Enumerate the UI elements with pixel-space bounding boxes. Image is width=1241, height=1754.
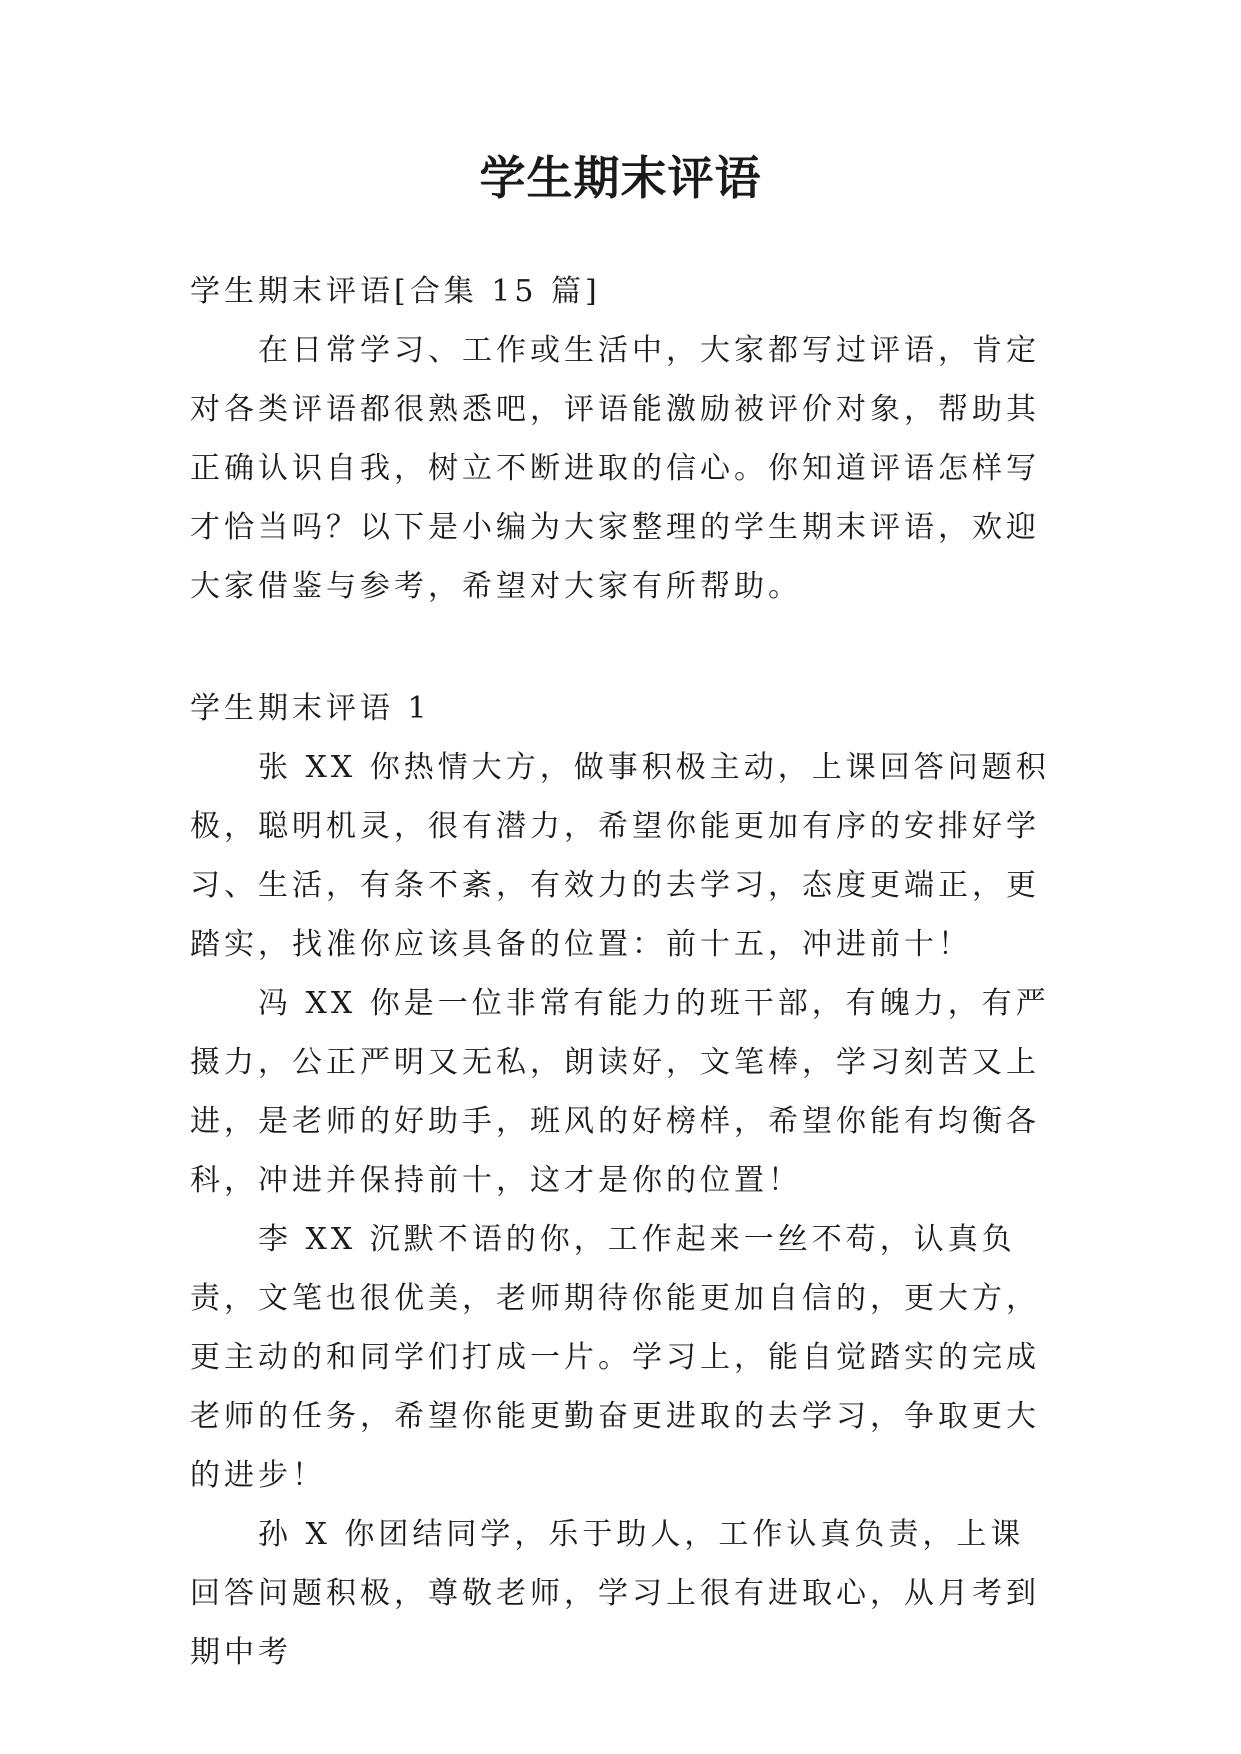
comment-paragraph-sun: 孙 X 你团结同学，乐于助人，工作认真负责，上课回答问题积极，尊敬老师，学习上很有进取心，从月考到期中考 xyxy=(190,1517,1040,1670)
section-heading: 学生期末评语 1 xyxy=(190,691,431,726)
comment-paragraph-zhang: 张 XX 你热情大方，做事积极主动，上课回答问题积极，聪明机灵，很有潜力，希望你能更加有序的安排好学习、生活，有条不紊，有效力的去学习，态度更端正，更踏实，找准你应该具备的位置：前十五，冲进前十！ xyxy=(190,750,1050,962)
comment-paragraph-feng: 冯 XX 你是一位非常有能力的班干部，有魄力，有严摄力，公正严明又无私，朗读好，文笔棒，学习刻苦又上进，是老师的好助手，班风的好榜样，希望你能有均衡各科，冲进并保持前十，这才是你的位置！ xyxy=(190,986,1050,1198)
document-body xyxy=(190,262,1050,1682)
collection-heading: 学生期末评语[合集 15 篇] xyxy=(190,274,601,309)
comment-paragraph-li: 李 XX 沉默不语的你，工作起来一丝不苟，认真负责，文笔也很优美，老师期待你能更加自信的，更大方，更主动的和同学们打成一片。学习上，能自觉踏实的完成老师的任务，希望你能更勤奋更进取的去学习，争取更大的进步！ xyxy=(190,1222,1040,1493)
section-spacer xyxy=(190,616,1050,679)
document-title: 学生期末评语 xyxy=(479,151,762,205)
intro-paragraph: 在日常学习、工作或生活中，大家都写过评语，肯定对各类评语都很熟悉吧，评语能激励被评价对象，帮助其正确认识自我，树立不断进取的信心。你知道评语怎样写才恰当吗？以下是小编为大家整理的学生期末评语，欢迎大家借鉴与参考，希望对大家有所帮助。 xyxy=(190,333,1040,604)
